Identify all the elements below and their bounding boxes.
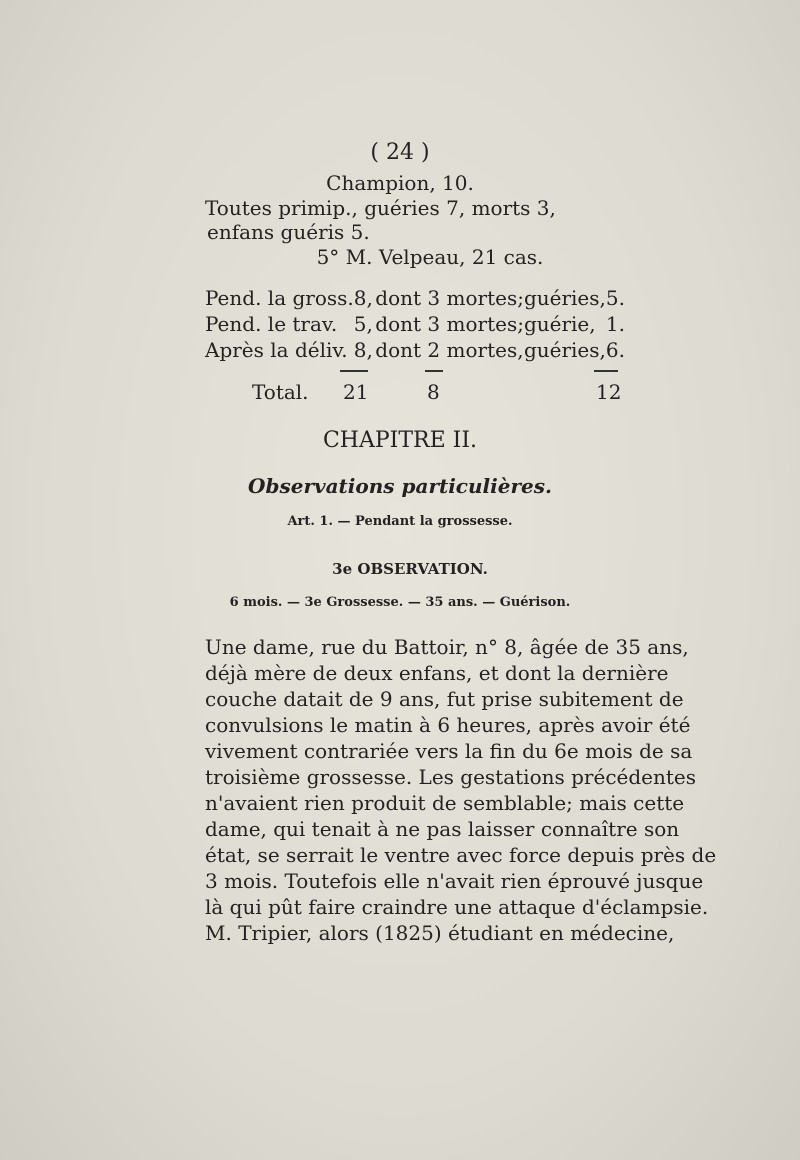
total-rule — [594, 370, 618, 372]
text-line: déjà mère de deux enfans, et dont la dernière — [205, 661, 669, 685]
text-line: vivement contrariée vers la fin du 6e mois de sa — [205, 739, 693, 763]
table-row — [205, 285, 625, 311]
row-count: 5. — [605, 286, 625, 310]
stats-table — [205, 285, 625, 363]
observation-number: 3e OBSERVATION. — [332, 560, 488, 578]
intro-third-line: enfans guéris 5. — [207, 220, 370, 244]
row-total: 8, — [353, 338, 373, 362]
text-line: couche datait de 9 ans, fut prise subitement de — [205, 687, 684, 711]
row-total: 5, — [353, 312, 373, 336]
table-row — [205, 337, 625, 363]
text-line: troisième grossesse. Les gestations précédentes — [205, 765, 697, 789]
text-line: Une dame, rue du Battoir, n° 8, âgée de 35 ans, — [205, 635, 689, 659]
article-heading: Art. 1. — Pendant la grossesse. — [287, 514, 513, 529]
observation-text — [205, 634, 717, 946]
page-number: ( 24 ) — [370, 140, 430, 165]
chapter-title: CHAPITRE II. — [322, 428, 478, 453]
text-line: état, se serrait le ventre avec force depuis près de — [205, 843, 717, 867]
text-line: 3 mois. Toutefois elle n'avait rien éprouvé jusque — [205, 869, 704, 893]
total-rule — [340, 370, 368, 372]
total-label: Total. — [252, 380, 309, 404]
observation-summary: 6 mois. — 3e Grossesse. — 35 ans. — Guérison. — [229, 595, 571, 610]
row-deaths: dont 2 mortes, — [375, 338, 524, 362]
text-line: dame, qui tenait à ne pas laisser connaître son — [205, 817, 680, 841]
total-count: 12 — [596, 380, 622, 404]
total-rule — [425, 370, 443, 372]
text-line: convulsions le matin à 6 heures, après avoir été — [205, 713, 691, 737]
text-line: n'avaient rien produit de semblable; mais cette — [205, 791, 685, 815]
row-label: Pend. la gross. — [205, 286, 354, 310]
total-deaths: 8 — [427, 380, 440, 404]
row-count: 6. — [605, 338, 625, 362]
intro-second-line: Toutes primip., guéries 7, morts 3, — [205, 196, 556, 220]
row-label: Après la déliv. — [205, 338, 348, 362]
total-value: 21 — [343, 380, 369, 404]
row-outcome: guéries, — [523, 286, 606, 310]
row-outcome: guéries, — [523, 338, 606, 362]
table-row — [205, 311, 625, 337]
row-deaths: dont 3 mortes; — [375, 286, 524, 310]
text-line: M. Tripier, alors (1825) étudiant en médecine, — [205, 921, 675, 945]
chapter-subtitle: Observations particulières. — [248, 474, 552, 498]
row-total: 8, — [353, 286, 373, 310]
row-label: Pend. le trav. — [205, 312, 338, 336]
row-outcome: guérie, — [523, 312, 596, 336]
row-count: 1. — [605, 312, 625, 336]
row-deaths: dont 3 mortes; — [375, 312, 524, 336]
velpeau-heading: 5° M. Velpeau, 21 cas. — [316, 245, 544, 269]
text-line: là qui pût faire craindre une attaque d'éclampsie. — [205, 895, 709, 919]
intro-first-line: Champion, 10. — [326, 171, 474, 195]
